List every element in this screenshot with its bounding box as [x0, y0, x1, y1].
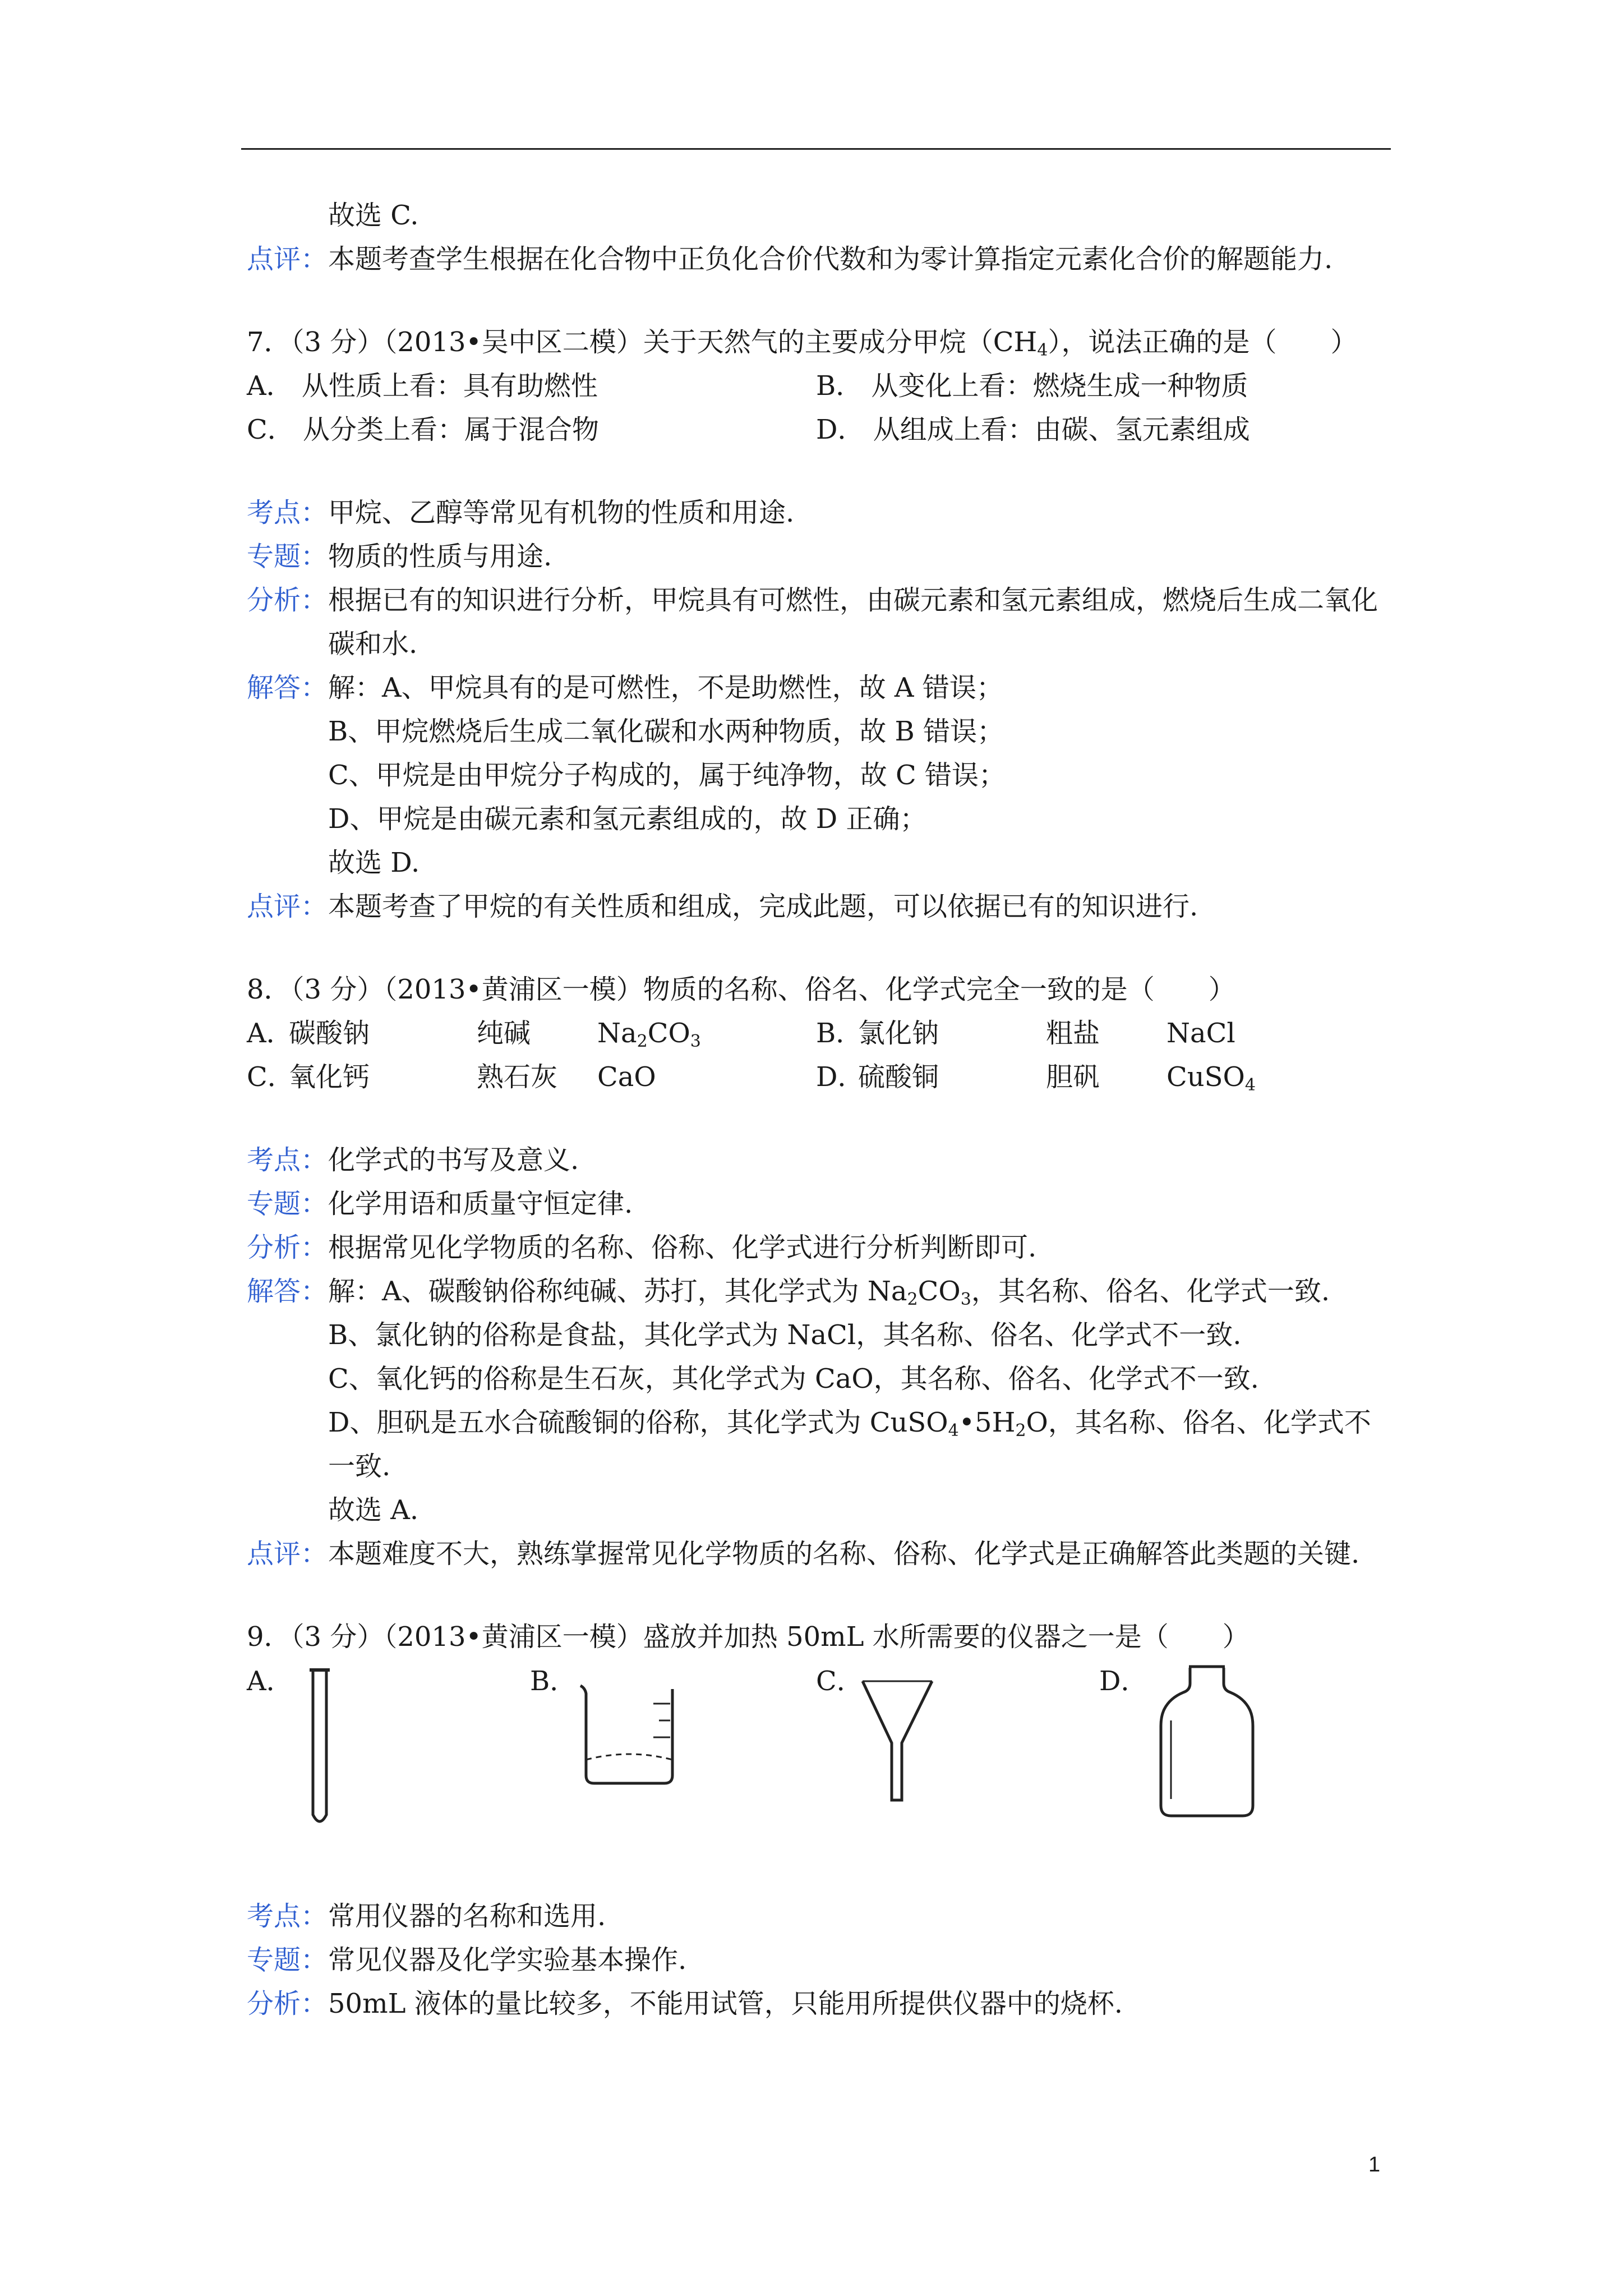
q7-options-row-1 [247, 364, 1391, 408]
wide-mouth-bottle-icon [1150, 1659, 1262, 1821]
q7-options-row-2 [247, 408, 1391, 452]
q8-jieda-line: C、氧化钙的俗称是生石灰，其化学式为 CaO，其名称、俗名、化学式不一致. [328, 1363, 1259, 1395]
q9-option-d: D． [1099, 1664, 1148, 1698]
q7-zhuanti: 专题： 物质的性质与用途. [247, 541, 552, 572]
q7-jieda-line: D、甲烷是由碳元素和氢元素组成的，故 D 正确； [328, 803, 927, 835]
q7-jieda-line: 故选 D. [328, 847, 420, 878]
q8-option-a: A．碳酸钠 纯碱 $Na_2CO_3$ [247, 1018, 701, 1051]
q7-jieda: 解答： 解：A、甲烷具有的是可燃性，不是助燃性，故 A 错误； B、甲烷燃烧后生成二氧化碳和水两种物质，故 B 错误； C、甲烷是由甲烷分子构成的，属于纯净物，故 C 错误； D、甲烷是由碳元素和氢元素组成的，故 D 正确； 故选 D. [247, 666, 1391, 885]
q8-zhuanti: 专题： 化学用语和质量守恒定律. [247, 1188, 633, 1220]
q8-jieda-line: D、胆矾是五水合硫酸铜的俗称，其化学式为 $CuSO_4•5H_2O$，其名称、俗名、化学式不一致. [328, 1407, 1371, 1482]
q8-fenxi: 分析： 根据常见化学物质的名称、俗称、化学式进行分析判断即可. [247, 1232, 1037, 1263]
test-tube-icon [297, 1664, 342, 1833]
q7-kaodian: 考点： 甲烷、乙醇等常见有机物的性质和用途. [247, 497, 795, 528]
q8-jieda-line: 解：A、碳酸钠俗称纯碱、苏打，其化学式为 $Na_2CO_3$，其名称、俗名、化学式一致. [328, 1276, 1330, 1309]
q6-review [247, 237, 1391, 281]
q8-option-c: C．氧化钙 熟石灰 CaO [247, 1061, 656, 1093]
q9-kaodian: 考点： 常用仪器的名称和选用. [247, 1901, 606, 1932]
q9-zhuanti: 专题： 常见仪器及化学实验基本操作. [247, 1944, 687, 1976]
review-label: 点评： [247, 243, 328, 275]
q8-option-d: D．硫酸铜 胆矾 CuSO$_4$ [816, 1061, 1256, 1095]
q8-jieda-line: 故选 A. [328, 1494, 419, 1526]
review-text: 本题考查学生根据在化合物中正负化合价代数和为零计算指定元素化合价的解题能力. [328, 243, 1333, 275]
page-number: 1 [1368, 2153, 1381, 2177]
q8-options-row-1 [247, 1011, 1391, 1055]
funnel-icon [858, 1670, 937, 1805]
q8-review: 点评： 本题难度不大，熟练掌握常见化学物质的名称、俗称、化学式是正确解答此类题的关键. [247, 1538, 1360, 1570]
q7-review: 点评： 本题考查了甲烷的有关性质和组成，完成此题，可以依据已有的知识进行. [247, 891, 1198, 922]
q8-option-b: B．氯化钠 粗盐 NaCl [816, 1018, 1235, 1049]
page-content [247, 194, 1391, 2026]
q7-option-a: A． 从性质上看：具有助燃性 [247, 370, 598, 402]
q7-option-d: D． 从组成上看：由碳、氢元素组成 [816, 414, 1250, 445]
q7-fenxi: 分析： 根据已有的知识进行分析，甲烷具有可燃性，由碳元素和氢元素组成，燃烧后生成二氧化碳和水. [247, 585, 1378, 660]
q8-options-row-2 [247, 1055, 1391, 1099]
q7-jieda-line: C、甲烷是由甲烷分子构成的，属于纯净物，故 C 错误； [328, 760, 1006, 791]
q7-jieda-line: 解：A、甲烷具有的是可燃性，不是助燃性，故 A 错误； [328, 672, 1003, 703]
q7-option-c: C． 从分类上看：属于混合物 [247, 414, 599, 445]
q7-jieda-line: B、甲烷燃烧后生成二氧化碳和水两种物质，故 B 错误； [328, 716, 1004, 747]
q9-option-a: A． [247, 1664, 293, 1698]
q8-jieda: 解答： 解：A、碳酸钠俗称纯碱、苏打，其化学式为 $Na_2CO_3$，其名称、俗名、化学式一致. B、氯化钠的俗称是食盐，其化学式为 NaCl，其名称、俗名、化学式不一致. C、氧化钙的俗称是生石灰，其化学式为 CaO，其名称、俗名、化学式不一致. D、胆矾是五水合硫酸铜的俗称，其化学式为 $CuSO_4•5H_2O$，其名称、俗名、化学式不一致. 故选 A. [247, 1269, 1391, 1532]
q8-stem: 8．（3 分）（2013•黄浦区一模）物质的名称、俗名、化学式完全一致的是（ ） [247, 974, 1235, 1005]
q9-options [247, 1664, 1391, 1833]
q8-jieda-line: B、氯化钠的俗称是食盐，其化学式为 NaCl，其名称、俗名、化学式不一致. [328, 1319, 1242, 1351]
q9-fenxi: 分析： 50mL 液体的量比较多，不能用试管，只能用所提供仪器中的烧杯. [247, 1988, 1123, 2019]
q9-option-b: B． [530, 1664, 577, 1698]
q8-kaodian: 考点： 化学式的书写及意义. [247, 1144, 579, 1176]
q9-option-c: C． [816, 1664, 864, 1698]
q7-stem: 7．（3 分）（2013•吴中区二模）关于天然气的主要成分甲烷$(CH_4)$，说法正确的是（ ） [247, 326, 1358, 360]
q6-conclusion: 故选 C. [328, 200, 419, 231]
q7-option-b: B． 从变化上看：燃烧生成一种物质 [816, 370, 1248, 402]
q9-stem: 9．（3 分）（2013•黄浦区一模）盛放并加热 50mL 水所需要的仪器之一是（ ） [247, 1621, 1249, 1653]
beaker-icon [569, 1676, 687, 1793]
header-rule [241, 148, 1391, 150]
